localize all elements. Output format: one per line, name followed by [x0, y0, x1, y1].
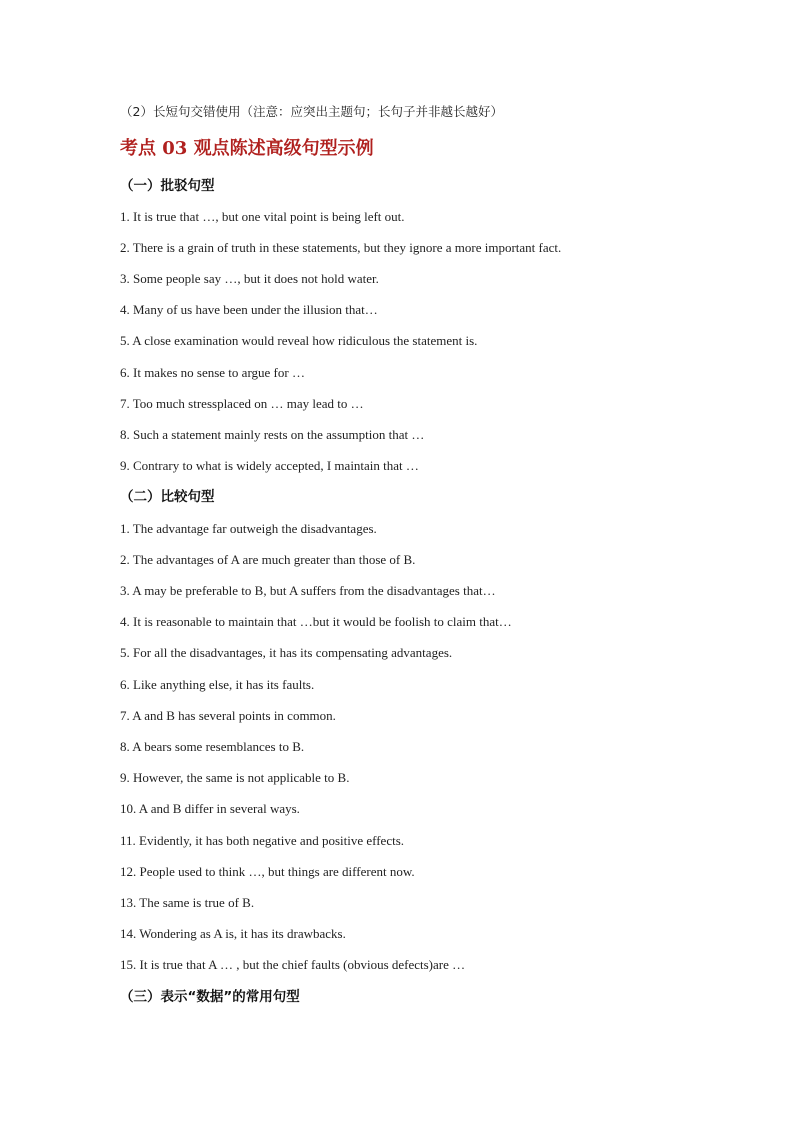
list-item: 11. Evidently, it has both negative and positive effects. [120, 833, 405, 848]
list-item: 8. A bears some resemblances to B. [120, 739, 305, 754]
list-item: 5. A close examination would reveal how ridiculous the statement is. [120, 333, 478, 348]
list-item: 13. The same is true of B. [120, 895, 255, 910]
list-item: 3. A may be preferable to B, but A suffers from the disadvantages that… [120, 583, 496, 598]
section-title: 考点 03 观点陈述高级句型示例 [120, 138, 374, 159]
list-item: 1. It is true that …, but one vital point is being left out. [120, 209, 405, 224]
group-heading-comparison: （二）比较句型 [120, 489, 215, 505]
list-item: 9. Contrary to what is widely accepted, I maintain that … [120, 458, 419, 473]
list-item: 6. It makes no sense to argue for … [120, 365, 305, 380]
list-item: 12. People used to think …, but things are different now. [120, 864, 415, 879]
list-item: 6. Like anything else, it has its faults. [120, 677, 315, 692]
list-item: 14. Wondering as A is, it has its drawbacks. [120, 926, 346, 941]
list-item: 8. Such a statement mainly rests on the assumption that … [120, 427, 425, 442]
list-item: 10. A and B differ in several ways. [120, 801, 300, 816]
list-item: 7. Too much stressplaced on … may lead to … [120, 396, 364, 411]
list-item: 1. The advantage far outweigh the disadvantages. [120, 521, 377, 536]
list-item: 5. For all the disadvantages, it has its compensating advantages. [120, 645, 453, 660]
list-item: 4. Many of us have been under the illusion that… [120, 302, 378, 317]
list-item: 2. The advantages of A are much greater than those of B. [120, 552, 416, 567]
intro-line: （2）长短句交错使用（注意：应突出主题句；长句子并非越长越好） [120, 104, 503, 119]
group-heading-refutation: （一）批驳句型 [120, 178, 215, 194]
list-item: 9. However, the same is not applicable to B. [120, 770, 350, 785]
list-item: 15. It is true that A … , but the chief faults (obvious defects)are … [120, 957, 466, 972]
list-item: 4. It is reasonable to maintain that …but it would be foolish to claim that… [120, 614, 512, 629]
group-heading-data: （三）表示“数据”的常用句型 [120, 989, 300, 1005]
list-item: 7. A and B has several points in common. [120, 708, 336, 723]
list-item: 3. Some people say …, but it does not hold water. [120, 271, 379, 286]
list-item: 2. There is a grain of truth in these statements, but they ignore a more important fact. [120, 240, 562, 255]
